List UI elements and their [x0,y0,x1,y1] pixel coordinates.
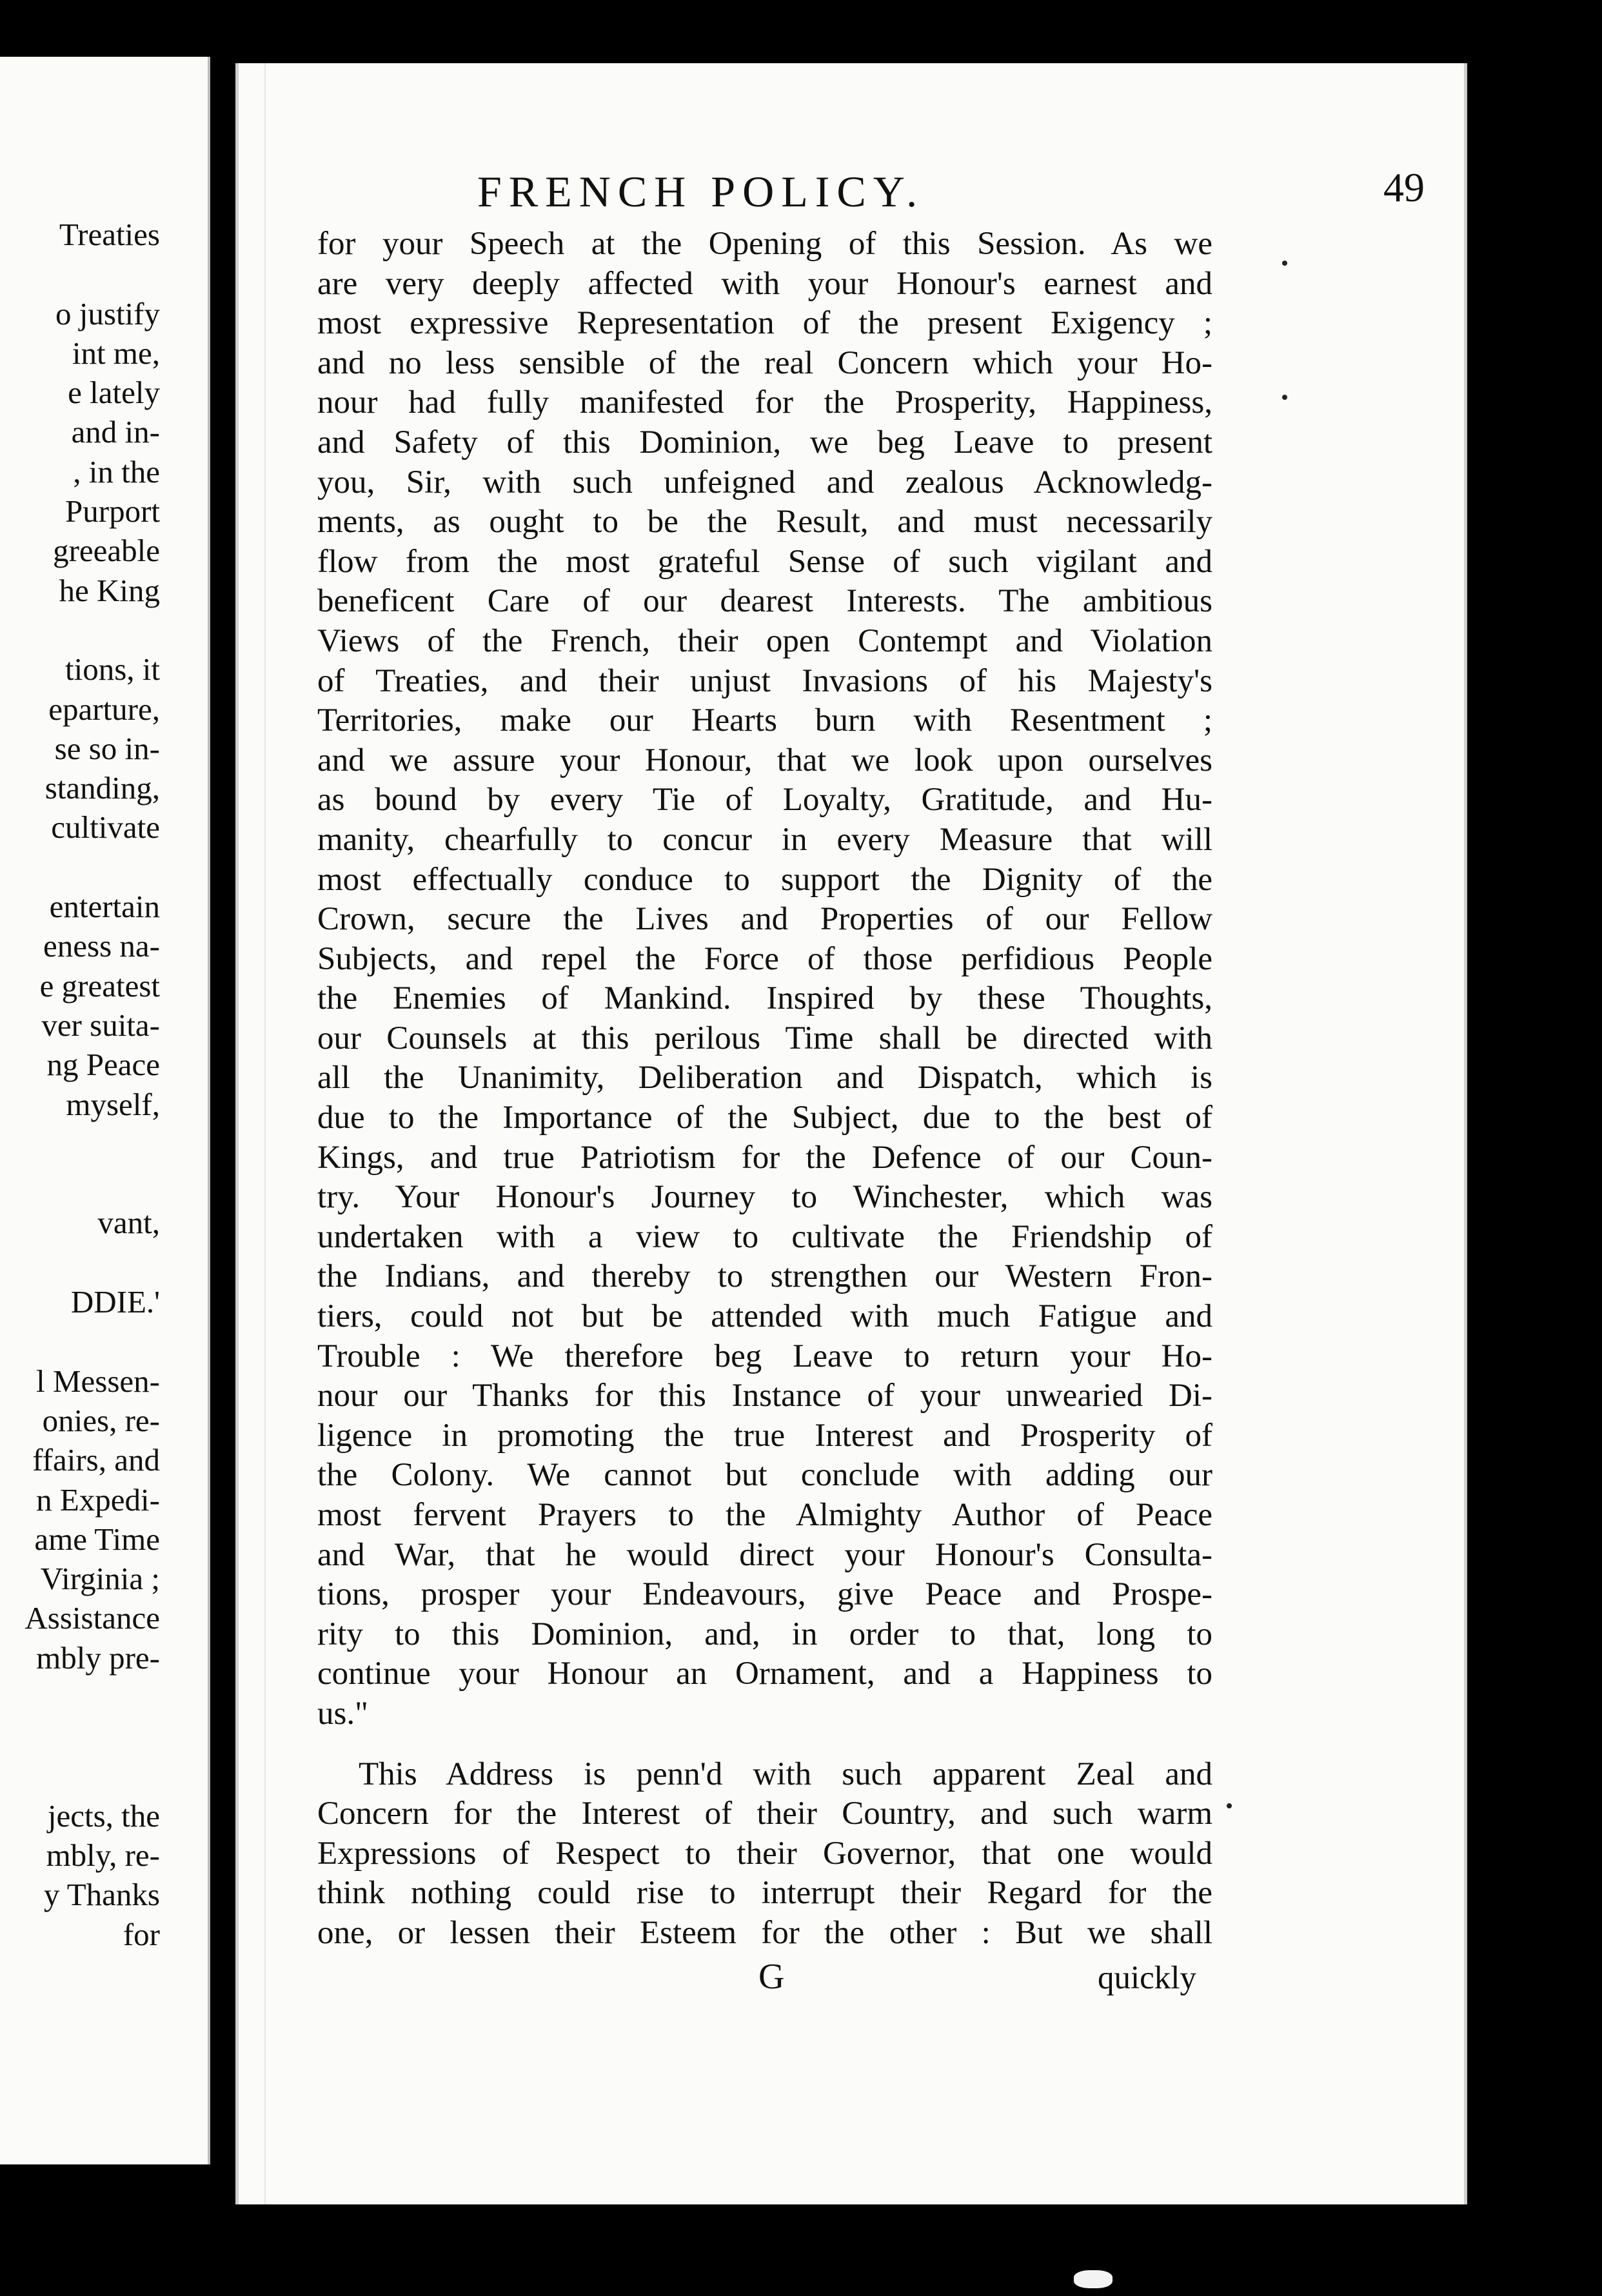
catchword: quickly [1098,1960,1196,1996]
body-line: most fervent Prayers to the Almighty Author of Peace [317,1497,1212,1533]
body-line: tions, prosper your Endeavours, give Peace and Prospe- [317,1576,1212,1613]
left-page-line: e greatest [39,967,160,1004]
left-page-line: jects, the [47,1797,160,1834]
left-page-line: Assistance [25,1600,160,1636]
left-page-line: int me, [72,335,160,371]
left-page-line: cultivate [51,809,160,846]
body-line: continue your Honour an Ornament, and a Happiness to [317,1656,1212,1692]
left-page-line: standing, [44,770,160,806]
left-page-line: , in the [73,453,160,490]
left-page-line [0,1321,160,1361]
body-line: rity to this Dominion, and, in order to that, long to [317,1616,1212,1652]
body-line: for your Speech at the Opening of this Session. As we [317,226,1212,262]
left-page-line: myself, [66,1086,160,1122]
left-page-line [0,610,160,649]
left-page-line: o justify [55,295,160,332]
left-page-line [0,1243,160,1282]
left-page-line: eness na- [43,928,160,964]
left-page-line [0,847,160,887]
left-page-line [0,1757,160,1796]
body-line: undertaken with a view to cultivate the Friendship of [317,1218,1212,1255]
body-line: most expressive Representation of the present Exigency ; [317,305,1212,342]
body-line: and War, that he would direct your Honour's Consulta- [317,1536,1212,1573]
left-page-line: tions, it [64,651,160,688]
body-line: you, Sir, with such unfeigned and zealous Acknowledg- [317,464,1212,500]
left-page-line: for [123,1916,160,1952]
body-line: Crown, secure the Lives and Properties of our Fellow [317,901,1212,938]
left-page-line: y Thanks [43,1877,160,1913]
left-page-line: and in- [71,414,160,450]
body-line: us." [317,1695,368,1732]
left-page-line [0,1163,160,1203]
left-page-line [0,254,160,293]
body-line: are very deeply affected with your Honour's earnest and [317,265,1212,302]
paragraph-gap [317,1734,1212,1755]
left-page-line: se so in- [54,730,160,766]
page-smudge [1074,2270,1112,2288]
left-page-line: Purport [65,493,160,529]
body-line: ligence in promoting the true Interest and Prosperity of [317,1417,1212,1454]
left-page-line [0,1717,160,1756]
left-page-line: DDIE.' [70,1284,160,1320]
body-line: ments, as ought to be the Result, and must necessarily [317,504,1212,540]
body-line: Expressions of Respect to their Governor, that one would [317,1835,1212,1872]
left-page-line: eparture, [48,691,160,727]
signature-mark: G [758,1957,785,1997]
left-page-line [0,1124,160,1163]
left-page-line: e lately [68,375,160,411]
body-line: and we assure your Honour, that we look upon ourselves [317,742,1212,778]
ink-speck [1282,395,1287,400]
body-line: nour had fully manifested for the Prosperity, Happiness, [317,384,1212,421]
running-head: FRENCH POLICY. [477,167,925,216]
body-line: beneficent Care of our dearest Interests. The ambitious [317,583,1212,620]
body-line: Concern for the Interest of their Country, and such warm [317,1796,1212,1832]
gutter-crease [264,63,266,2204]
left-page-line: Treaties [59,217,160,252]
left-page-line: he King [59,572,160,608]
body-line: our Counsels at this perilous Time shall be directed with [317,1020,1212,1056]
body-text [317,224,1212,1954]
body-line: most effectually conduce to support the Dignity of the [317,861,1212,898]
left-page-line: ng Peace [46,1047,160,1083]
body-line: as bound by every Tie of Loyalty, Gratitude, and Hu- [317,782,1212,818]
left-page-line: ver suita- [41,1007,160,1043]
body-line: due to the Importance of the Subject, due to the best of [317,1100,1212,1136]
left-page-line: n Expedi- [36,1481,160,1518]
left-page-line: entertain [49,889,160,925]
left-page-line: onies, re- [42,1402,160,1438]
body-line: one, or lessen their Esteem for the other : But we shall [317,1914,1212,1951]
body-line: Trouble : We therefore beg Leave to return your Ho- [317,1338,1212,1374]
left-page-text [0,215,160,1954]
body-line: think nothing could rise to interrupt their Regard for the [317,1875,1212,1912]
left-page-line: mbly pre- [36,1639,160,1676]
body-line: Territories, make our Hearts burn with Resentment ; [317,702,1212,739]
right-page [235,63,1467,2204]
body-line: flow from the most grateful Sense of such vigilant and [317,543,1212,580]
body-line: and no less sensible of the real Concern which your Ho- [317,344,1212,381]
left-page-line: Virginia ; [40,1561,160,1597]
body-line: Kings, and true Patriotism for the Defence of our Coun- [317,1139,1212,1176]
left-page-line: vant, [97,1205,160,1241]
left-page-line: greeable [53,533,160,569]
left-page-line: mbly, re- [46,1837,160,1874]
body-line: tiers, could not but be attended with much Fatigue and [317,1298,1212,1335]
left-page-line [0,1677,160,1717]
left-page-line: ame Time [34,1521,160,1557]
left-facing-page [0,57,210,2164]
ink-speck [1282,261,1287,266]
body-line: Subjects, and repel the Force of those perfidious People [317,940,1212,977]
body-line: manity, chearfully to concur in every Measure that will [317,821,1212,858]
body-line: This Address is penn'd with such apparent Zeal and [359,1756,1212,1792]
body-line: Views of the French, their open Contempt and Violation [317,622,1212,659]
body-line: of Treaties, and their unjust Invasions of his Majesty's [317,662,1212,699]
left-page-line: l Messen- [36,1363,160,1399]
body-line: all the Unanimity, Deliberation and Dispatch, which is [317,1060,1212,1096]
body-line: try. Your Honour's Journey to Winchester, which was [317,1179,1212,1216]
body-line: the Enemies of Mankind. Inspired by these Thoughts, [317,980,1212,1017]
body-line: the Indians, and thereby to strengthen our Western Fron- [317,1258,1212,1295]
body-line: nour our Thanks for this Instance of your unwearied Di- [317,1378,1212,1414]
page-number: 49 [1383,164,1425,210]
left-page-line: ffairs, and [32,1442,160,1478]
body-line: the Colony. We cannot but conclude with adding our [317,1457,1212,1494]
body-line: and Safety of this Dominion, we beg Leave to present [317,424,1212,460]
ink-speck [1227,1803,1232,1808]
